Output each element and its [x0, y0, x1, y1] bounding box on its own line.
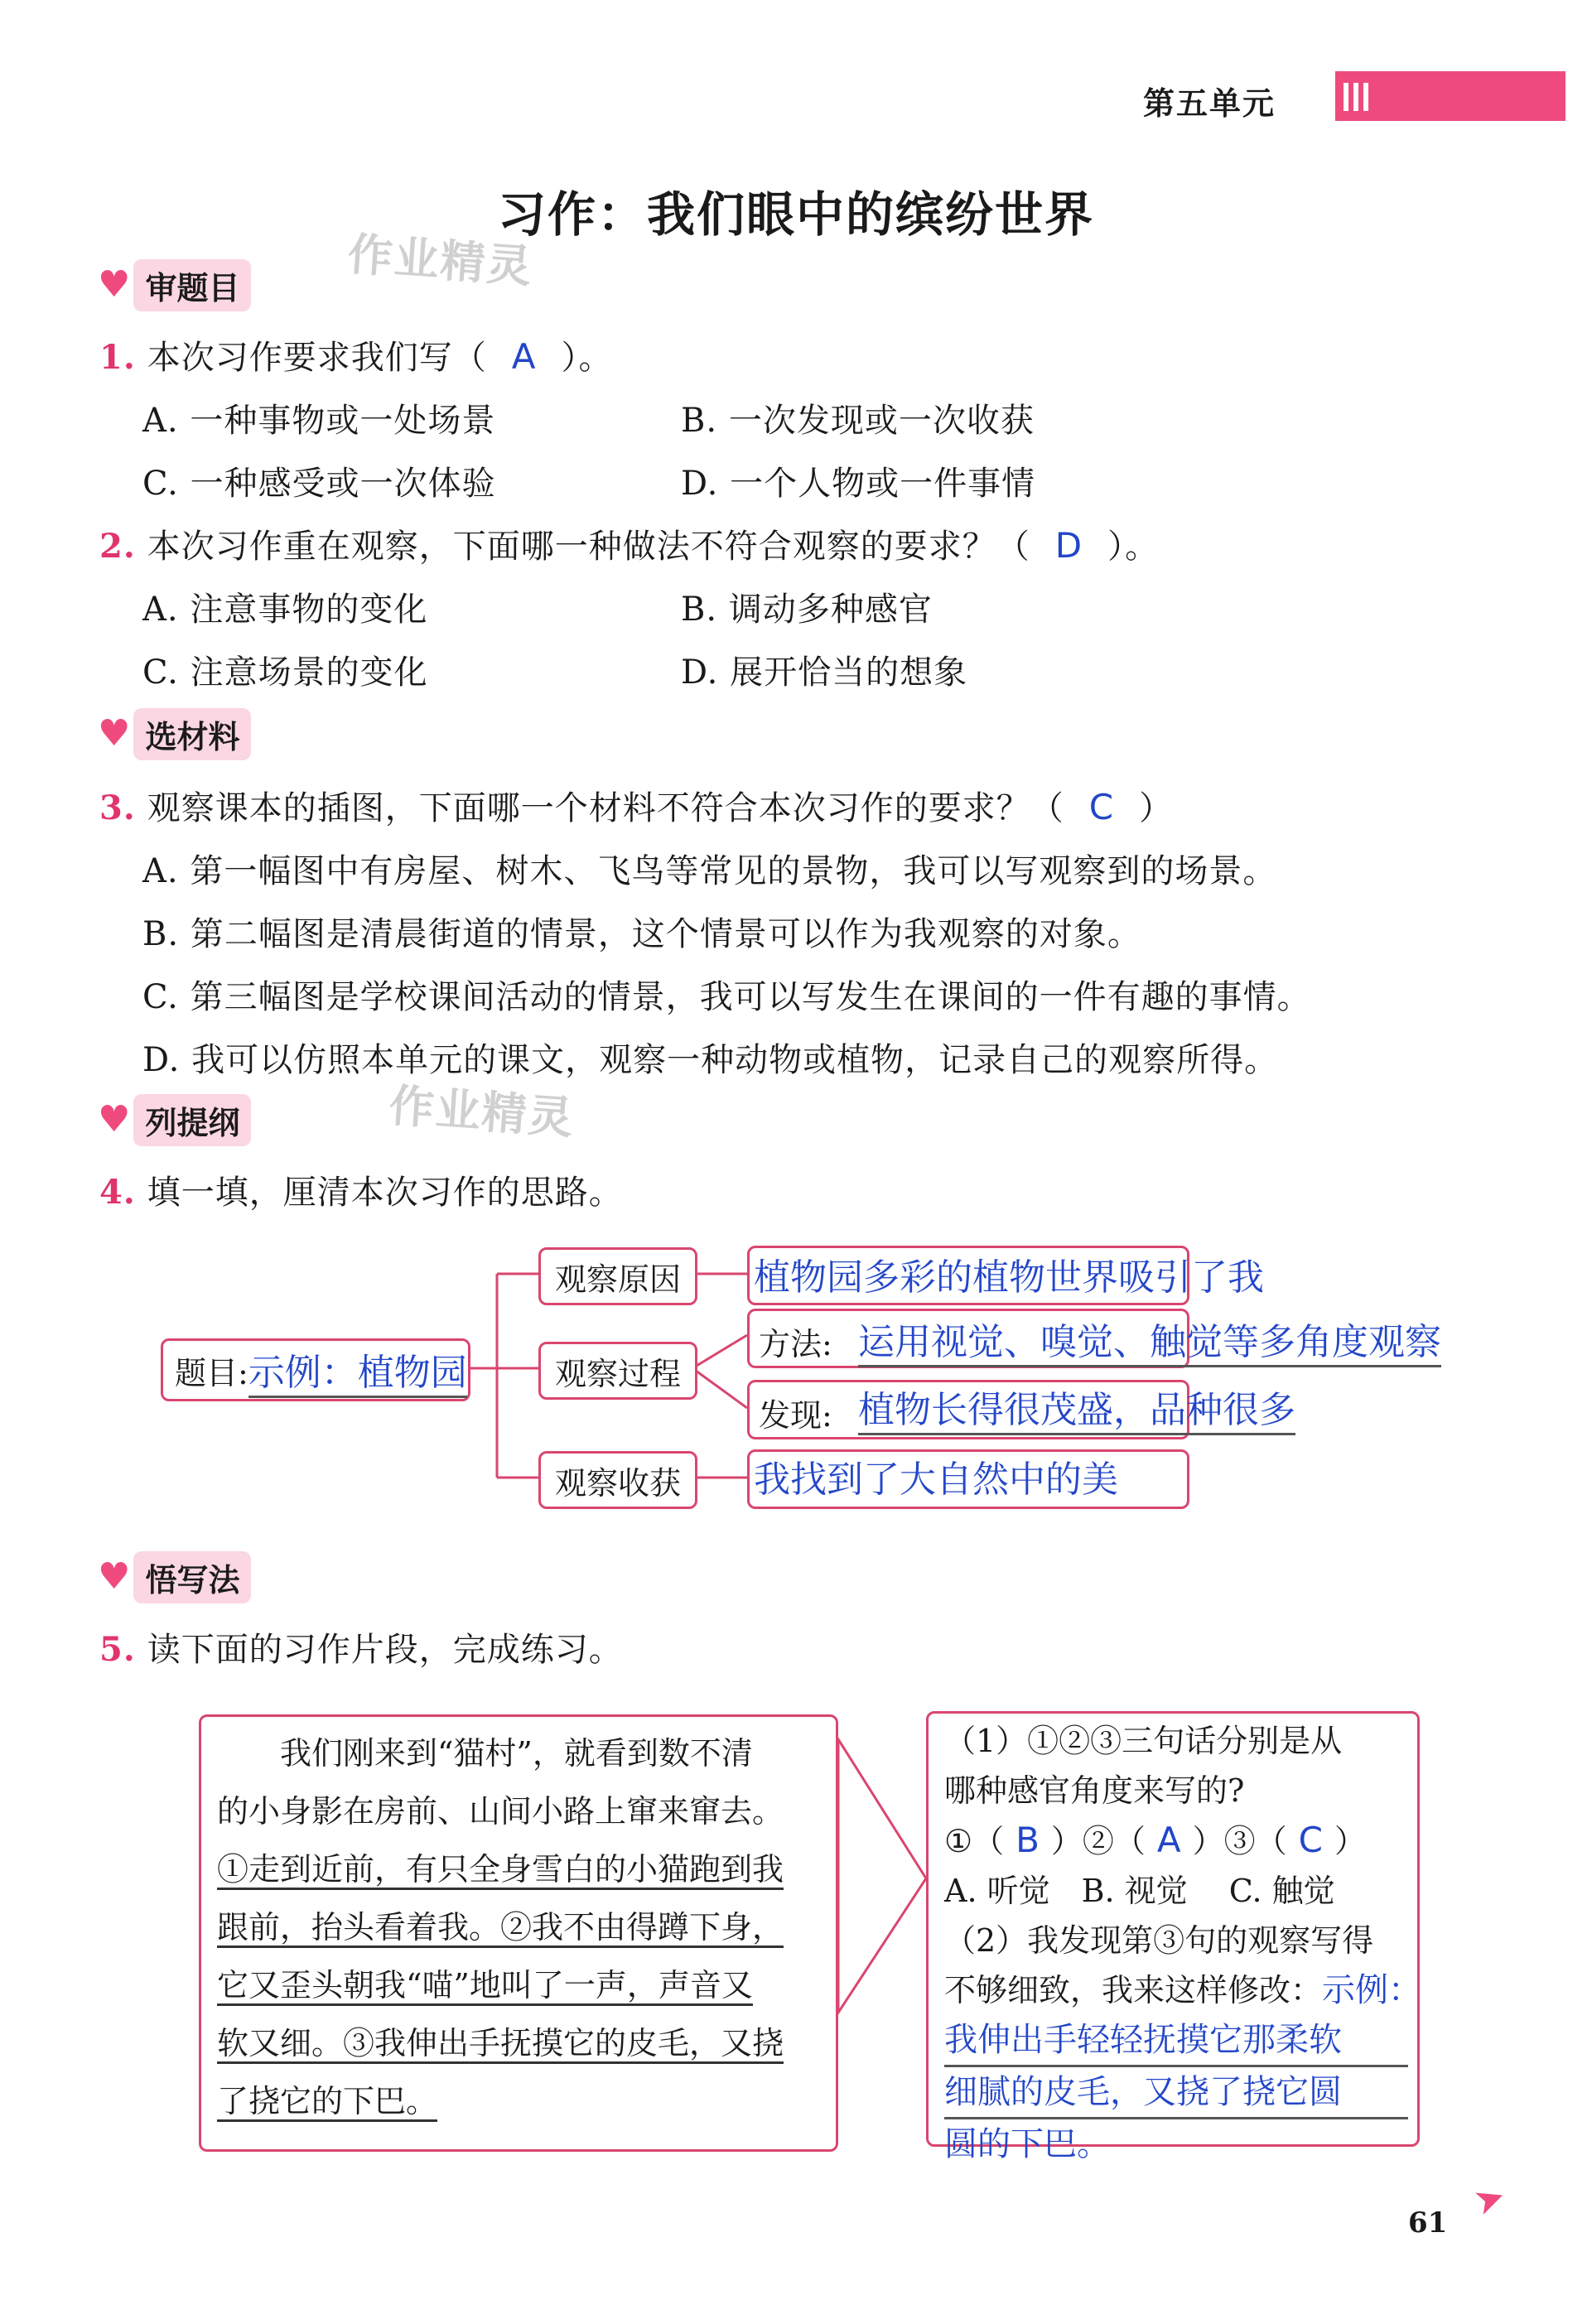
topic-box [161, 1338, 470, 1401]
question-number: 5. [99, 1630, 136, 1669]
paper-plane-icon: ➤ [1468, 2174, 1512, 2225]
answer-mark: A [1156, 1820, 1181, 1860]
passage-line: 的小身影在房前、山间小路上窜来窜去。 [217, 1793, 784, 1830]
question-text: 本次习作重在观察，下面哪一种做法不符合观察的要求？（ [147, 528, 1030, 566]
option: A. 一种事物或一处场景 [142, 402, 496, 440]
question-number: 3. [99, 788, 136, 827]
question-text: 本次习作要求我们写（ [147, 339, 487, 377]
blank-open: ）②（ [1050, 1823, 1146, 1859]
page-title: 习作：我们眼中的缤纷世界 [497, 186, 1094, 243]
heart-icon: ♥ [98, 712, 131, 755]
passage-line: 跟前，抬头看着我。②我不由得蹲下身， [217, 1909, 784, 1948]
section-label: 悟写法 [133, 1551, 251, 1603]
passage-line: 软又细。③我伸出手抚摸它的皮毛，又挠 [217, 2025, 784, 2064]
blank-open: ①（ [944, 1823, 1005, 1859]
finding-answer: 植物长得很茂盛，品种很多 [858, 1380, 1295, 1435]
question-end: ）。 [561, 339, 613, 377]
topic-answer: 示例：植物园 [248, 1343, 467, 1398]
exercise-content [944, 1716, 1422, 2169]
unit-label: 第五单元 [1143, 85, 1276, 122]
watermark: 作业精灵 [345, 228, 535, 293]
reason-box: 观察原因 [538, 1247, 697, 1305]
passage-line: 它又歪头朝我“喵”地叫了一声，声音又 [217, 1967, 753, 2006]
topic-label: 题目: [175, 1354, 248, 1391]
answer-mark: C [1088, 787, 1115, 827]
method-answer: 运用视觉、嗅觉、触觉等多角度观察 [858, 1312, 1441, 1367]
process-box: 观察过程 [538, 1342, 697, 1400]
section-heading-writing [98, 1554, 251, 1600]
passage-line: ①走到近前，有只全身雪白的小猫跑到我 [217, 1851, 784, 1890]
option: A. 注意事物的变化 [142, 591, 428, 629]
section-label: 列提纲 [133, 1094, 251, 1146]
finding-label: 发现: [759, 1397, 832, 1434]
question-text: 观察课本的插图，下面哪一个材料不符合本次习作的要求？（ [147, 789, 1064, 827]
question-text: 填一填，厘清本次习作的思路。 [147, 1174, 623, 1212]
option: D. 展开恰当的想象 [681, 653, 968, 692]
question-number: 4. [99, 1173, 136, 1212]
heart-icon: ♥ [98, 1098, 131, 1140]
option: B. 调动多种感官 [681, 591, 933, 629]
gain-box: 观察收获 [538, 1451, 697, 1509]
answer-mark: C [1298, 1820, 1323, 1860]
passage-line: 了挠它的下巴。 [217, 2083, 437, 2122]
heart-icon: ♥ [98, 263, 131, 306]
section-label: 审题目 [133, 259, 251, 311]
sub-question-2: （2）我发现第③句的观察写得 [944, 1922, 1374, 1959]
question-number: 1. [99, 338, 136, 377]
option: C. 一种感受或一次体验 [142, 465, 496, 503]
answer-mark: A [511, 336, 537, 377]
option: B. 一次发现或一次收获 [681, 402, 1035, 440]
method-label: 方法: [759, 1326, 832, 1362]
page-number: 61 [1408, 2206, 1448, 2240]
revision-answer: 示例： [1322, 1971, 1422, 2009]
sense-answers [944, 1815, 1408, 1866]
watermark: 作业精灵 [387, 1079, 576, 1145]
blank-close: ） [1334, 1823, 1367, 1859]
passage-line: 我们刚来到“猫村”，就看到数不清 [280, 1735, 753, 1772]
question-end: ） [1139, 789, 1174, 827]
question-end: ）。 [1107, 528, 1160, 566]
option: D. 一个人物或一件事情 [681, 465, 1036, 503]
option: D. 我可以仿照本单元的课文，观察一种动物或植物，记录自己的观察所得。 [142, 1041, 1279, 1079]
sub-question-1: （1）①②③三句话分别是从 [944, 1723, 1343, 1759]
question-text: 读下面的习作片段，完成练习。 [147, 1631, 623, 1669]
sub-question-1-cont: 哪种感官角度来写的? [944, 1772, 1245, 1809]
answer-mark: D [1054, 525, 1083, 566]
heart-icon: ♥ [98, 1555, 131, 1598]
sense-choices: A. 听觉 B. 视觉 C. 触觉 [944, 1873, 1335, 1909]
option: A. 第一幅图中有房屋、树木、飞鸟等常见的景物，我可以写观察到的场景。 [142, 852, 1277, 890]
question-number: 2. [99, 527, 136, 566]
revision-answer: 我伸出手轻轻抚摸它那柔软 [944, 2015, 1408, 2067]
reason-answer: 植物园多彩的植物世界吸引了我 [754, 1256, 1264, 1299]
answer-mark: B [1016, 1820, 1040, 1860]
revision-answer: 圆的下巴。 [944, 2125, 1110, 2163]
option: C. 第三幅图是学校课间活动的情景，我可以写发生在课间的一件有趣的事情。 [142, 978, 1311, 1016]
option: C. 注意场景的变化 [142, 653, 428, 692]
sub-question-2-cont: 不够细致，我来这样修改： [944, 1972, 1323, 2008]
gain-answer: 我找到了大自然中的美 [754, 1459, 1118, 1501]
revision-answer: 细腻的皮毛，又挠了挠它圆 [944, 2067, 1408, 2119]
section-label: 选材料 [133, 708, 251, 760]
question-5 [99, 1623, 623, 1671]
blank-open: ）③（ [1192, 1823, 1287, 1859]
option: B. 第二幅图是清晨街道的情景，这个情景可以作为我观察的对象。 [142, 915, 1141, 953]
passage-text [217, 1724, 822, 2130]
